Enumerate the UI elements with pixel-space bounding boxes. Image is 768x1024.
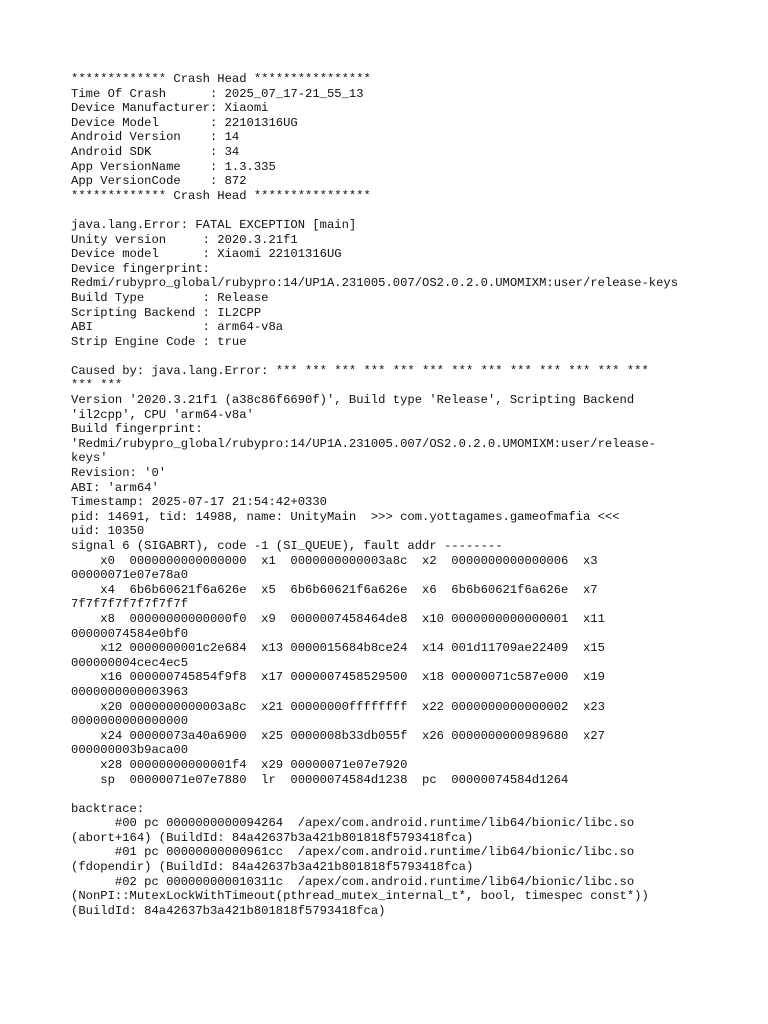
log-line: x12 0000000001c2e684 x13 0000015684b8ce24 x14 001d11709ae22409 x15 <box>71 641 605 656</box>
log-line: 00000071e07e78a0 <box>71 568 189 583</box>
log-line: 0000000000000000 <box>71 714 189 729</box>
log-line: #01 pc 00000000000961cc /apex/com.android.runtime/lib64/bionic/libc.so <box>71 845 635 860</box>
log-line: Scripting Backend : IL2CPP <box>71 305 262 320</box>
log-line: sp 00000071e07e7880 lr 00000074584d1238 pc 00000074584d1264 <box>71 772 569 787</box>
log-line: x24 00000073a40a6900 x25 0000008b33db055f x26 0000000000989680 x27 <box>71 728 605 743</box>
log-line: Revision: '0' <box>71 466 167 481</box>
log-line: (abort+164) (BuildId: 84a42637b3a421b801818f5793418fca) <box>71 830 474 845</box>
log-line: 7f7f7f7f7f7f7f7f <box>71 597 189 612</box>
log-line: java.lang.Error: FATAL EXCEPTION [main] <box>71 217 357 232</box>
log-line: ************* Crash Head **************** <box>71 188 371 203</box>
log-line: x20 0000000000003a8c x21 00000000ffffffff x22 0000000000000002 x23 <box>71 699 605 714</box>
blank-line <box>71 787 711 802</box>
log-line: *** *** <box>71 378 123 393</box>
log-line: keys' <box>71 451 108 466</box>
log-line: Android Version : 14 <box>71 130 240 145</box>
log-line: signal 6 (SIGABRT), code -1 (SI_QUEUE), fault addr -------- <box>71 539 503 553</box>
log-line: Android SDK : 34 <box>71 144 240 159</box>
log-line: App VersionCode : 872 <box>71 174 247 189</box>
log-line: ABI : arm64-v8a <box>71 320 284 335</box>
log-line: (NonPI::MutexLockWithTimeout(pthread_mutex_internal_t*, bool, timespec const*)) <box>71 889 649 904</box>
log-line: Time Of Crash : 2025_07_17-21_55_13 <box>71 86 364 101</box>
log-line: x4 6b6b60621f6a626e x5 6b6b60621f6a626e x6 6b6b60621f6a626e x7 <box>71 582 598 597</box>
log-line: Device fingerprint: <box>71 261 210 276</box>
log-line: x28 00000000000001f4 x29 00000071e07e7920 <box>71 757 408 772</box>
log-line: Device Model : 22101316UG <box>71 115 298 130</box>
crash-log-text <box>71 72 711 918</box>
log-line: Build Type : Release <box>71 290 269 305</box>
log-line: x0 0000000000000000 x1 0000000000003a8c x2 0000000000000006 x3 <box>71 553 598 568</box>
log-line: Strip Engine Code : true <box>71 334 247 349</box>
log-line: App VersionName : 1.3.335 <box>71 159 276 174</box>
log-line: x16 000000745854f9f8 x17 0000007458529500 x18 00000071c587e000 x19 <box>71 670 605 685</box>
log-line: 000000004cec4ec5 <box>71 655 189 670</box>
log-line: 00000074584e0bf0 <box>71 626 189 641</box>
log-line: ABI: 'arm64' <box>71 480 159 495</box>
log-line: Timestamp: 2025-07-17 21:54:42+0330 <box>71 495 327 510</box>
log-line: 000000003b9aca00 <box>71 743 189 758</box>
log-line: ************* Crash Head **************** <box>71 72 371 86</box>
log-line: Build fingerprint: <box>71 422 203 437</box>
log-line: x8 00000000000000f0 x9 0000007458464de8 x10 0000000000000001 x11 <box>71 611 605 626</box>
blank-line <box>71 349 711 364</box>
log-line: 'Redmi/rubypro_global/rubypro:14/UP1A.231005.007/OS2.0.2.0.UMOMIXM:user/release- <box>71 436 657 451</box>
blank-line <box>71 203 711 218</box>
log-line: 0000000000003963 <box>71 684 189 699</box>
log-line: 'il2cpp', CPU 'arm64-v8a' <box>71 407 254 422</box>
log-line: Redmi/rubypro_global/rubypro:14/UP1A.231005.007/OS2.0.2.0.UMOMIXM:user/release-keys <box>71 276 679 291</box>
log-line: #00 pc 0000000000094264 /apex/com.android.runtime/lib64/bionic/libc.so <box>71 816 635 831</box>
log-line: Unity version : 2020.3.21f1 <box>71 232 298 247</box>
log-line: Caused by: java.lang.Error: *** *** *** *** *** *** *** *** *** *** *** *** *** <box>71 363 649 378</box>
log-line: Device Manufacturer: Xiaomi <box>71 101 269 116</box>
log-line: (fdopendir) (BuildId: 84a42637b3a421b801818f5793418fca) <box>71 860 474 875</box>
log-line: (BuildId: 84a42637b3a421b801818f5793418fca) <box>71 903 386 918</box>
log-line: uid: 10350 <box>71 524 145 539</box>
log-line: #02 pc 000000000010311c /apex/com.android.runtime/lib64/bionic/libc.so <box>71 874 635 889</box>
log-line: pid: 14691, tid: 14988, name: UnityMain >>> com.yottagames.gameofmafia <<< <box>71 509 620 524</box>
log-line: Device model : Xiaomi 22101316UG <box>71 247 342 262</box>
log-line: Version '2020.3.21f1 (a38c86f6690f)', Build type 'Release', Scripting Backend <box>71 393 635 408</box>
log-line: backtrace: <box>71 801 145 816</box>
